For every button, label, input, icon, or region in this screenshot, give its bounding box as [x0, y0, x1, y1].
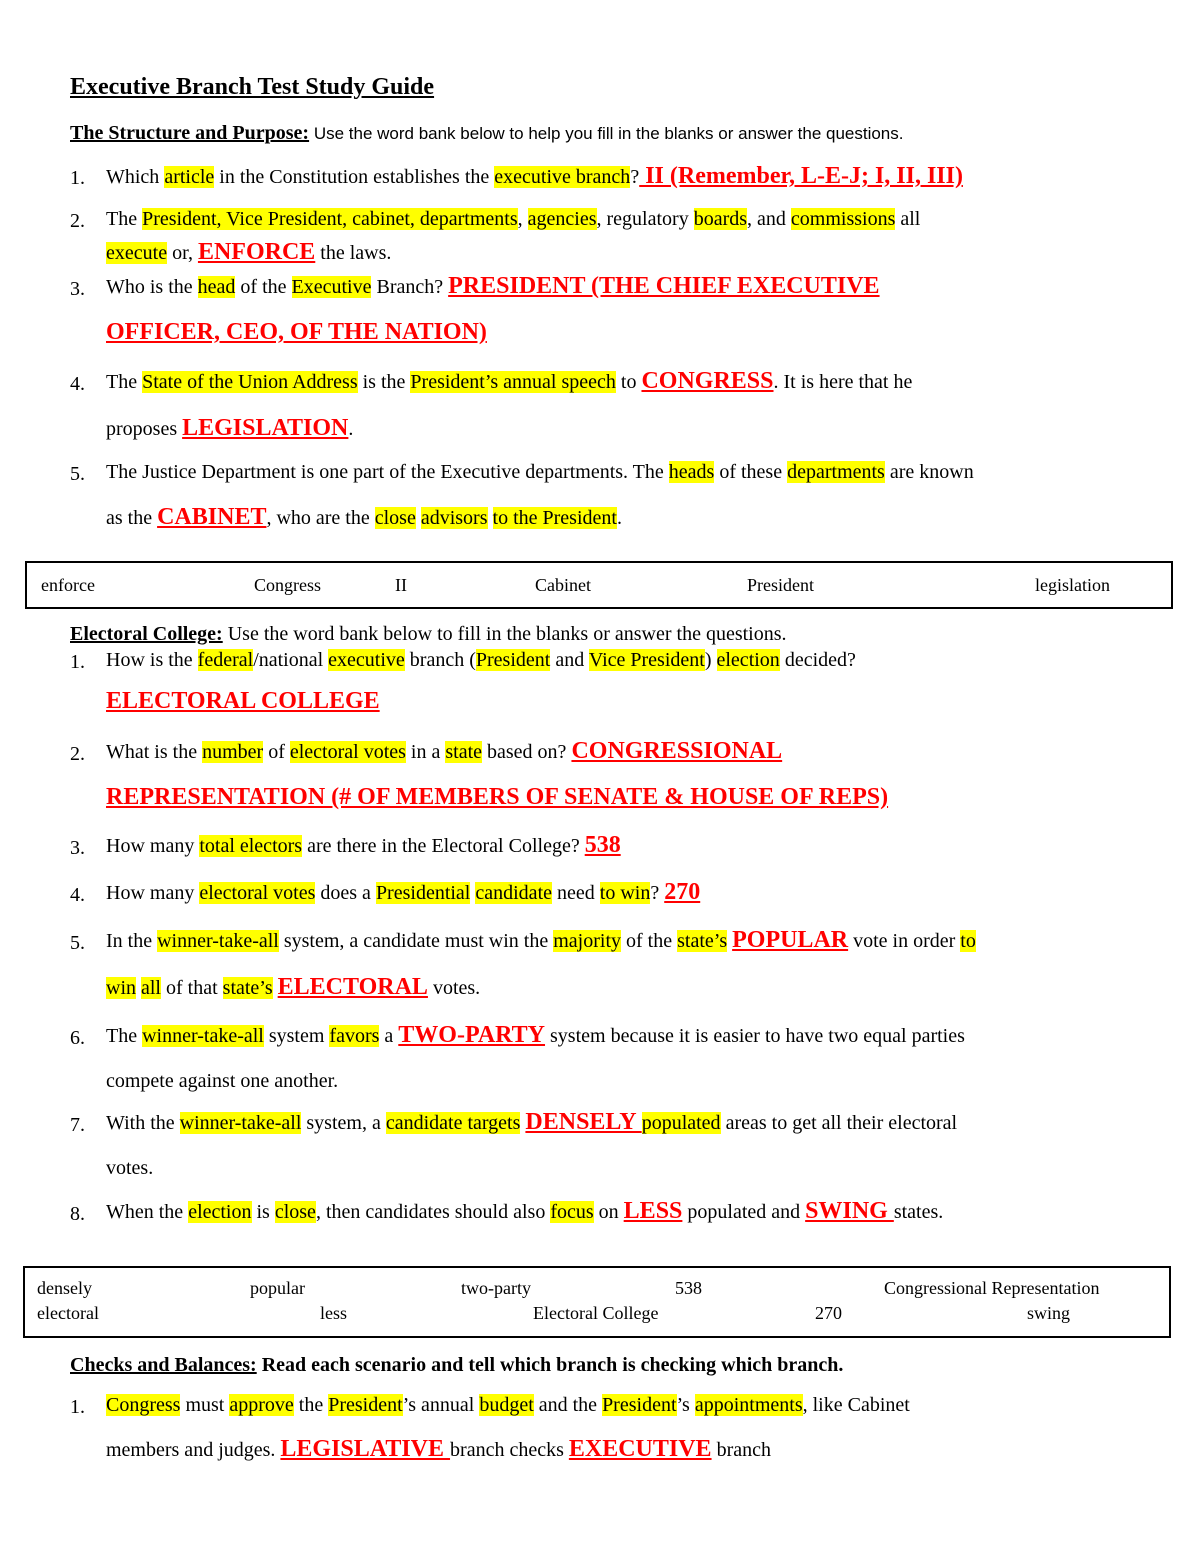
highlighted-text: executive — [328, 649, 405, 671]
question-number: 3. — [70, 278, 85, 300]
question-s2-q5-cont — [106, 975, 480, 1000]
answer: CABINET — [157, 504, 267, 530]
section-checks-heading — [70, 1353, 843, 1377]
text-segment: . It is here that he — [773, 371, 913, 393]
text-segment: or, — [167, 242, 198, 264]
answer: DENSELY — [525, 1109, 642, 1135]
highlighted-text: execute — [106, 242, 168, 264]
question-s2-q6 — [106, 1023, 965, 1048]
answer: ELECTORAL — [277, 974, 428, 1000]
highlighted-text: majority — [553, 930, 622, 952]
answer: LESS — [623, 1198, 683, 1224]
text-segment: Branch? — [371, 276, 449, 298]
question-number: 1. — [70, 1396, 85, 1418]
highlighted-text: approve — [229, 1394, 294, 1416]
question-s1-q3-cont — [106, 320, 487, 345]
question-number: 3. — [70, 837, 85, 859]
text-segment: the laws. — [315, 242, 392, 264]
question-s2-q5 — [106, 928, 976, 953]
text-segment: of that — [161, 977, 223, 999]
question-number: 7. — [70, 1114, 85, 1136]
highlighted-text: agencies — [527, 208, 597, 230]
highlighted-text: President, Vice President, cabinet, departments — [142, 208, 518, 230]
word-bank-item: popular — [250, 1278, 305, 1298]
text-segment: How is the — [106, 649, 198, 671]
text-segment: branch ( — [404, 649, 476, 671]
text-segment: states. — [893, 1201, 944, 1223]
text-segment — [488, 507, 493, 529]
question-number: 2. — [70, 743, 85, 765]
text-segment: . — [348, 418, 354, 440]
question-s2-q6-cont — [106, 1069, 338, 1093]
text-segment: With the — [106, 1112, 180, 1134]
answer: POPULAR — [732, 927, 849, 953]
highlighted-text: to win — [599, 882, 651, 904]
text-segment: branch checks — [450, 1439, 569, 1461]
text-segment: branch — [711, 1439, 771, 1461]
highlighted-text: Presidential — [375, 882, 471, 904]
text-segment: ? — [650, 882, 665, 904]
text-segment: of these — [714, 461, 788, 483]
answer: 538 — [584, 832, 621, 858]
highlighted-text: departments — [787, 461, 885, 483]
word-bank-item: Congress — [254, 575, 321, 595]
section-instructions: Read each scenario and tell which branch is checking which branch. — [256, 1354, 844, 1376]
text-segment: , then candidates should also — [315, 1201, 551, 1223]
text-segment: is the — [357, 371, 411, 393]
highlighted-text: winner-take-all — [157, 930, 279, 952]
question-s1-q1 — [106, 164, 963, 189]
highlighted-text: advisors — [420, 507, 488, 529]
text-segment: all — [895, 208, 921, 230]
text-segment: , — [517, 208, 528, 230]
question-s3-q1-cont — [106, 1437, 771, 1462]
text-segment: must — [180, 1394, 230, 1416]
question-s2-q7-cont — [106, 1156, 153, 1180]
text-segment: ) — [704, 649, 717, 671]
question-s2-q1-cont — [106, 689, 380, 714]
text-segment: compete against one another. — [106, 1070, 339, 1092]
question-number: 8. — [70, 1203, 85, 1225]
text-segment: The — [106, 208, 143, 230]
highlighted-text: state — [445, 741, 483, 763]
text-segment: system because it is easier to have two equal parties — [545, 1025, 965, 1047]
text-segment: system — [263, 1025, 330, 1047]
text-segment: ? — [630, 166, 640, 188]
question-s2-q4 — [106, 880, 700, 905]
highlighted-text: number — [202, 741, 264, 763]
highlighted-text: budget — [479, 1394, 534, 1416]
highlighted-text: President — [328, 1394, 403, 1416]
word-bank-item: II — [395, 575, 407, 595]
highlighted-text: to the President — [492, 507, 617, 529]
question-s2-q7 — [106, 1110, 957, 1135]
text-segment: of — [263, 741, 290, 763]
highlighted-text: boards — [693, 208, 748, 230]
highlighted-text: electoral votes — [289, 741, 406, 763]
highlighted-text: to — [960, 930, 976, 952]
highlighted-text: populated — [641, 1112, 721, 1134]
highlighted-text: executive branch — [494, 166, 631, 188]
word-bank-item: 538 — [675, 1278, 702, 1298]
question-s1-q4-cont — [106, 416, 353, 441]
question-s1-q5-cont — [106, 505, 622, 530]
answer: TWO-PARTY — [398, 1022, 546, 1048]
answer: REPRESENTATION (# OF MEMBERS OF SENATE & HOUSE OF REPS) — [106, 784, 889, 810]
question-number: 6. — [70, 1027, 85, 1049]
highlighted-text: favors — [329, 1025, 380, 1047]
highlighted-text: Executive — [291, 276, 372, 298]
highlighted-text: State of the Union Address — [142, 371, 358, 393]
text-segment: votes. — [106, 1157, 154, 1179]
highlighted-text: win — [106, 977, 136, 999]
text-segment: , and — [747, 208, 791, 230]
text-segment: is — [251, 1201, 275, 1223]
text-segment: in a — [405, 741, 446, 763]
text-segment: The — [106, 371, 143, 393]
text-segment: the — [293, 1394, 329, 1416]
word-bank-item: enforce — [41, 575, 95, 595]
section-instructions: Use the word bank below to fill in the blanks or answer the questions. — [222, 623, 787, 645]
answer: EXECUTIVE — [568, 1436, 712, 1462]
highlighted-text: close — [374, 507, 416, 529]
question-s2-q3 — [106, 833, 621, 858]
text-segment: system, a candidate must win the — [278, 930, 554, 952]
highlighted-text: electoral votes — [199, 882, 316, 904]
answer: OFFICER, CEO, OF THE NATION) — [106, 319, 487, 345]
text-segment: votes. — [427, 977, 481, 999]
question-s1-q3 — [106, 274, 880, 299]
section-structure-heading — [70, 121, 904, 146]
question-number: 2. — [70, 210, 85, 232]
text-segment: , who are the — [266, 507, 375, 529]
text-segment: in the Constitution establishes the — [214, 166, 495, 188]
highlighted-text: candidate targets — [385, 1112, 521, 1134]
text-segment: and — [550, 649, 589, 671]
highlighted-text: election — [188, 1201, 252, 1223]
question-s2-q2-cont — [106, 785, 888, 810]
highlighted-text: winner-take-all — [142, 1025, 264, 1047]
word-bank-item: swing — [1027, 1303, 1071, 1323]
text-segment: When the — [106, 1201, 189, 1223]
word-bank-item: less — [320, 1303, 347, 1323]
question-s1-q2 — [106, 207, 920, 231]
answer: ELECTORAL COLLEGE — [106, 688, 380, 714]
text-segment: In the — [106, 930, 158, 952]
text-segment: The Justice Department is one part of the Executive departments. The — [106, 461, 669, 483]
word-bank-item: legislation — [1035, 575, 1110, 595]
highlighted-text: federal — [197, 649, 254, 671]
answer: LEGISLATIVE — [280, 1436, 451, 1462]
text-segment: , like Cabinet — [802, 1394, 910, 1416]
word-bank — [25, 561, 1173, 609]
highlighted-text: state’s — [677, 930, 728, 952]
highlighted-text: article — [164, 166, 215, 188]
section-instructions: Use the word bank below to help you fill in the blanks or answer the questions. — [309, 124, 904, 143]
text-segment: and the — [533, 1394, 603, 1416]
section-heading-label: The Structure and Purpose: — [70, 122, 310, 144]
text-segment: Which — [106, 166, 165, 188]
text-segment: Who is the — [106, 276, 198, 298]
question-s2-q1 — [106, 648, 856, 672]
text-segment: /national — [253, 649, 329, 671]
section-heading-label: Electoral College: — [70, 623, 223, 645]
text-segment: a — [379, 1025, 399, 1047]
word-bank-item: electoral — [37, 1303, 99, 1323]
question-number: 4. — [70, 373, 85, 395]
text-segment: populated and — [682, 1201, 806, 1223]
highlighted-text: President — [475, 649, 551, 671]
text-segment: The — [106, 1025, 143, 1047]
question-s2-q8 — [106, 1199, 943, 1224]
question-s3-q1 — [106, 1393, 910, 1417]
answer: CONGRESS — [641, 368, 774, 394]
text-segment: decided? — [779, 649, 856, 671]
answer: II (Remember, L-E-J; I, II, III) — [639, 163, 963, 189]
text-segment: are known — [884, 461, 974, 483]
answer: PRESIDENT (THE CHIEF EXECUTIVE — [448, 273, 880, 299]
word-bank-item: President — [747, 575, 814, 595]
word-bank-item: Congressional Representation — [884, 1278, 1100, 1298]
word-bank-item: Cabinet — [535, 575, 591, 595]
highlighted-text: total electors — [199, 835, 303, 857]
text-segment: system, a — [301, 1112, 386, 1134]
text-segment: need — [552, 882, 600, 904]
question-number: 4. — [70, 884, 85, 906]
highlighted-text: election — [716, 649, 780, 671]
highlighted-text: head — [197, 276, 236, 298]
text-segment: does a — [315, 882, 376, 904]
text-segment: on — [593, 1201, 624, 1223]
highlighted-text: President — [602, 1394, 677, 1416]
text-segment: proposes — [106, 418, 183, 440]
text-segment: to — [620, 371, 637, 393]
question-number: 5. — [70, 932, 85, 954]
question-number: 1. — [70, 651, 85, 673]
text-segment: ’s annual — [402, 1394, 480, 1416]
text-segment: . — [616, 507, 622, 529]
text-segment: What is the — [106, 741, 203, 763]
text-segment: How many — [106, 835, 200, 857]
highlighted-text: heads — [668, 461, 715, 483]
section-heading-label: Checks and Balances: — [70, 1354, 257, 1376]
word-bank-item: Electoral College — [533, 1303, 659, 1323]
answer: 270 — [664, 879, 701, 905]
question-s2-q2 — [106, 739, 782, 764]
answer: SWING — [805, 1198, 894, 1224]
question-s1-q2-cont — [106, 240, 391, 265]
page-title: Executive Branch Test Study Guide — [70, 74, 435, 100]
question-s1-q5 — [106, 460, 974, 484]
question-s1-q4 — [106, 369, 912, 394]
highlighted-text: President’s annual speech — [410, 371, 616, 393]
answer: LEGISLATION — [182, 415, 349, 441]
highlighted-text: Congress — [106, 1394, 181, 1416]
highlighted-text: Vice President — [588, 649, 705, 671]
text-segment: of the — [621, 930, 678, 952]
word-bank — [23, 1266, 1171, 1338]
word-bank-item: densely — [37, 1278, 92, 1298]
text-segment: areas to get all their electoral — [720, 1112, 958, 1134]
question-number: 1. — [70, 167, 85, 189]
question-number: 5. — [70, 463, 85, 485]
highlighted-text: commissions — [790, 208, 896, 230]
answer: ENFORCE — [197, 239, 316, 265]
highlighted-text: candidate — [475, 882, 552, 904]
text-segment: are there in the Electoral College? — [302, 835, 585, 857]
text-segment: , regulatory — [596, 208, 694, 230]
highlighted-text: close — [274, 1201, 316, 1223]
text-segment: as the — [106, 507, 158, 529]
text-segment: based on? — [482, 741, 572, 763]
text-segment: vote in order — [848, 930, 961, 952]
answer: CONGRESSIONAL — [571, 738, 783, 764]
word-bank-item: two-party — [461, 1278, 531, 1298]
text-segment: ’s — [676, 1394, 695, 1416]
highlighted-text: winner-take-all — [179, 1112, 302, 1134]
highlighted-text: focus — [550, 1201, 594, 1223]
highlighted-text: all — [141, 977, 161, 999]
text-segment: How many — [106, 882, 200, 904]
text-segment: of the — [235, 276, 292, 298]
highlighted-text: appointments — [694, 1394, 803, 1416]
text-segment: members and judges. — [106, 1439, 281, 1461]
word-bank-item: 270 — [815, 1303, 842, 1323]
highlighted-text: state’s — [222, 977, 273, 999]
section-electoral-heading — [70, 622, 787, 646]
